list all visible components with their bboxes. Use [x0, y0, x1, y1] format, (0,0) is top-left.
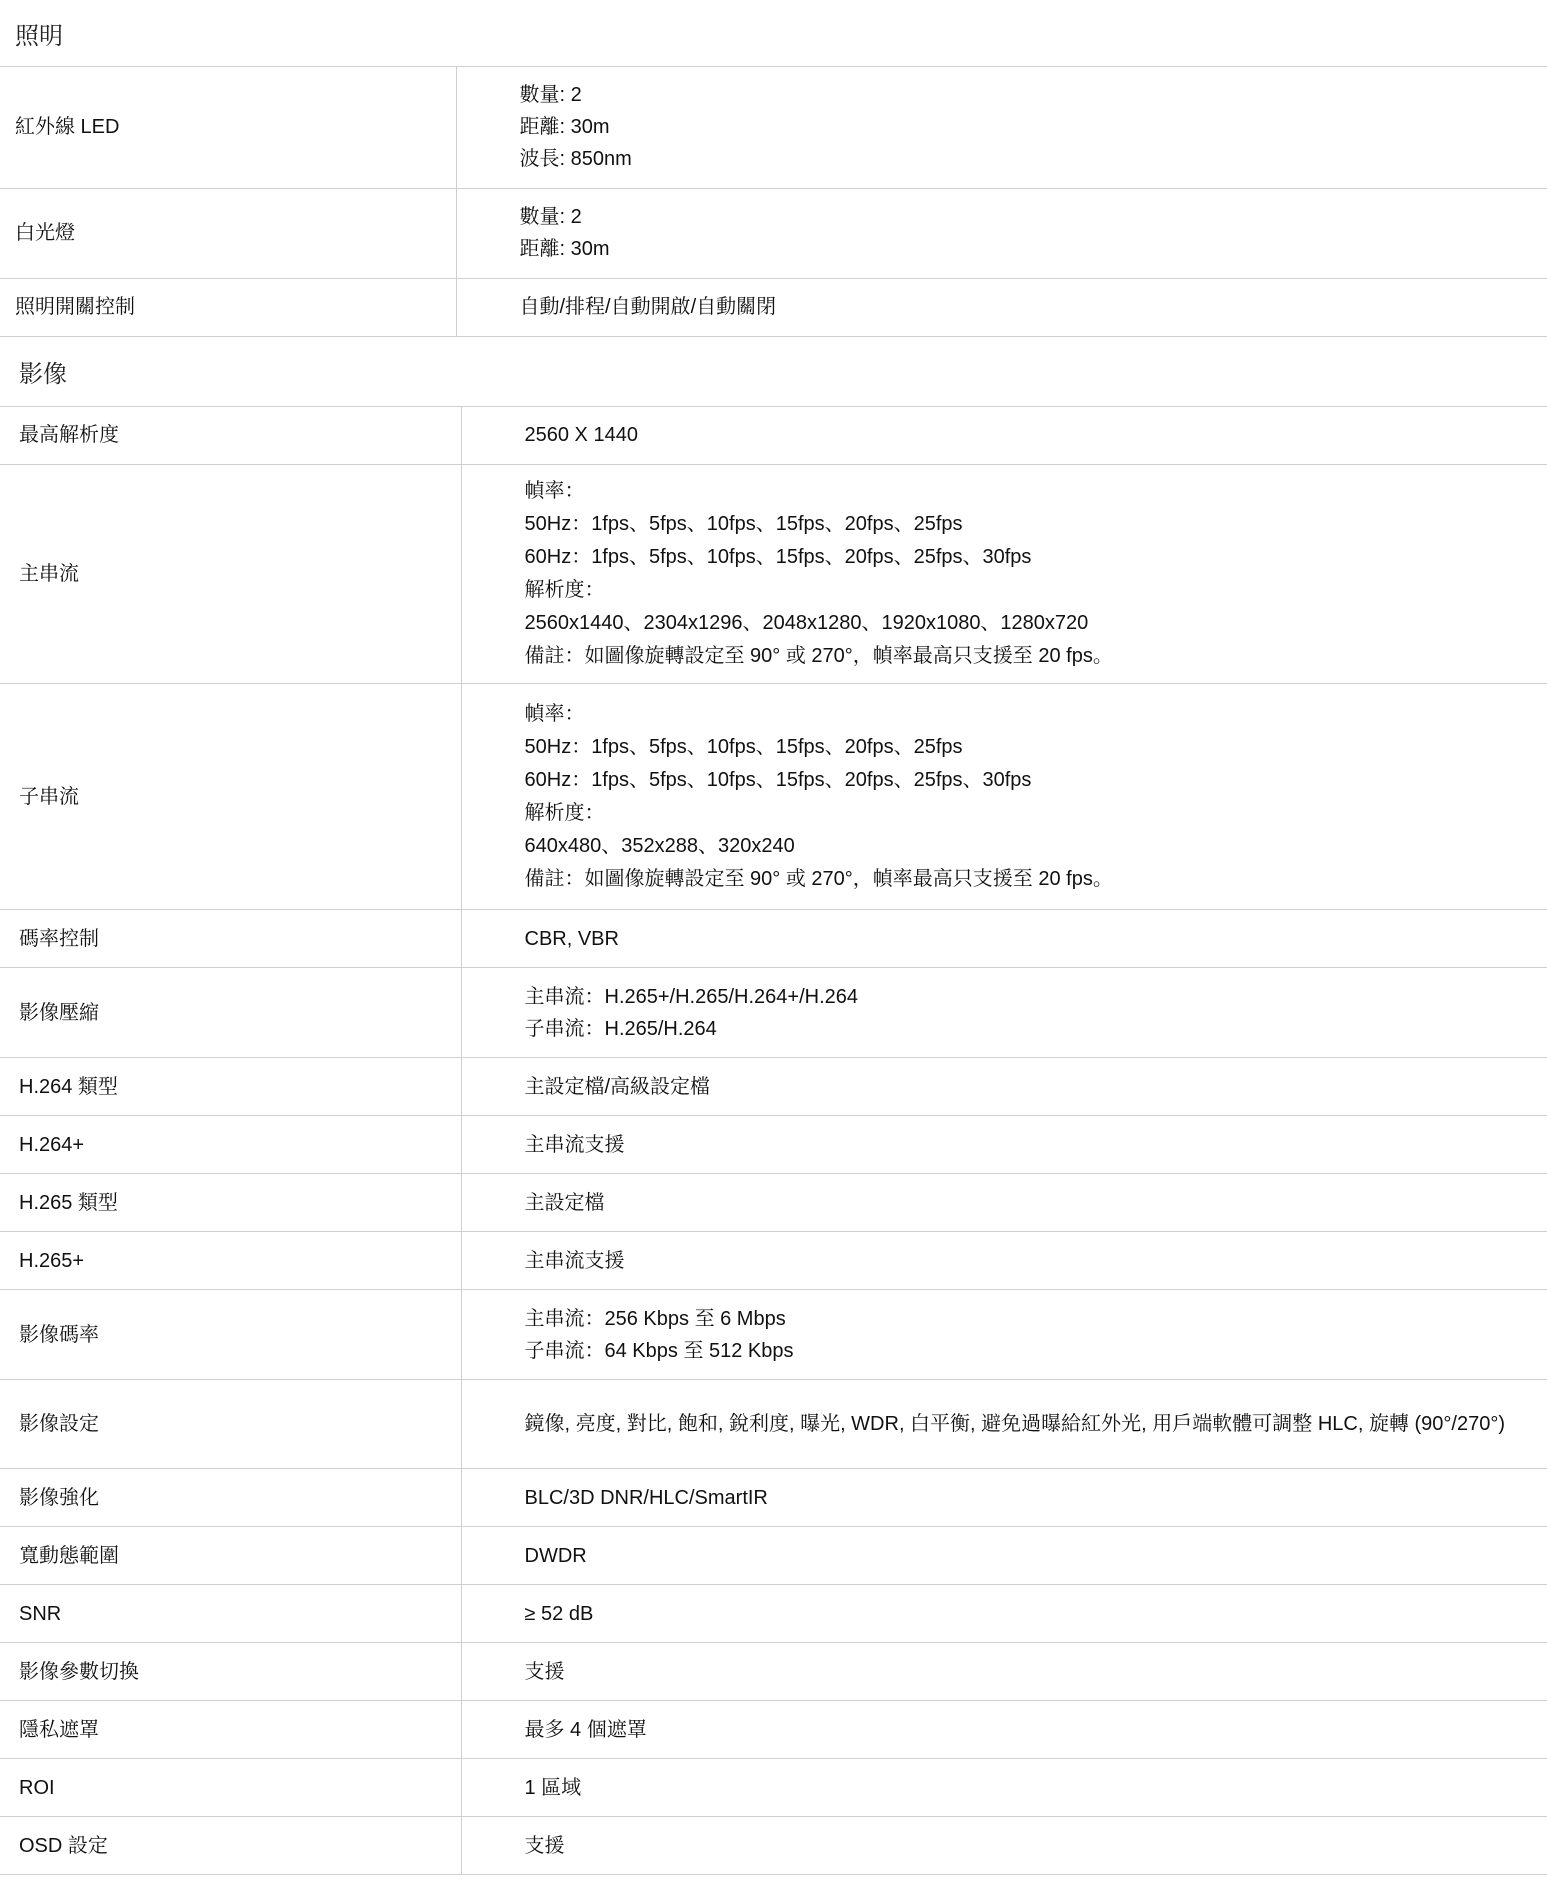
value-line: 主串流支援 [524, 1249, 625, 1272]
table-row [0, 1116, 1547, 1174]
value-line: 支援 [524, 1660, 565, 1683]
value-line: 640x480、352x288、320x240 [524, 834, 795, 857]
row-value [461, 1290, 1547, 1380]
row-value [461, 1116, 1547, 1174]
lighting-spec-table [0, 67, 1547, 337]
table-row [0, 1701, 1547, 1759]
value-line: 最多 4 個遮罩 [524, 1718, 647, 1741]
value-line: BLC/3D DNR/HLC/SmartIR [524, 1486, 768, 1509]
row-value [461, 1817, 1547, 1875]
value-line: 主串流支援 [524, 1133, 625, 1156]
value-line: ≥ 52 dB [524, 1602, 594, 1625]
table-row [0, 1643, 1547, 1701]
row-value [461, 910, 1547, 968]
row-label: SNR [0, 1585, 461, 1643]
row-label: H.265+ [0, 1232, 461, 1290]
row-value [461, 1174, 1547, 1232]
value-line: 支援 [524, 1834, 565, 1857]
value-line: 50Hz：1fps、5fps、10fps、15fps、20fps、25fps [524, 735, 963, 758]
value-line: 主設定檔/高級設定檔 [524, 1075, 711, 1098]
table-row [0, 684, 1547, 910]
value-line: 子串流：64 Kbps 至 512 Kbps [524, 1339, 794, 1362]
value-line: 波長: 850nm [519, 148, 632, 171]
value-line: 距離: 30m [519, 238, 610, 260]
value-line: 60Hz：1fps、5fps、10fps、15fps、20fps、25fps、30fps [524, 546, 1032, 568]
table-row [0, 968, 1547, 1058]
section-title-lighting: 照明 [0, 0, 1547, 67]
value-line: 50Hz：1fps、5fps、10fps、15fps、20fps、25fps [524, 513, 963, 535]
value-line: 1 區域 [524, 1776, 582, 1799]
row-value [461, 1232, 1547, 1290]
value-line: 2560x1440、2304x1296、2048x1280、1920x1080、1280x720 [524, 612, 1089, 634]
row-value [461, 1380, 1547, 1469]
value-line: 備註：如圖像旋轉設定至 90° 或 270°，幀率最高只支援至 20 fps。 [524, 867, 1113, 890]
value-line: 鏡像, 亮度, 對比, 飽和, 銳利度, 曝光, WDR, 白平衡, 避免過曝給紅外光, 用戶端軟體可調整 HLC, 旋轉 (90°/270°) [524, 1413, 1506, 1435]
table-row [0, 910, 1547, 968]
value-line: 解析度： [524, 579, 605, 601]
row-value [461, 968, 1547, 1058]
row-label: 照明開關控制 [0, 278, 456, 336]
table-row [0, 278, 1547, 336]
row-label: 影像設定 [0, 1380, 461, 1469]
row-label: OSD 設定 [0, 1817, 461, 1875]
table-row [0, 1380, 1547, 1469]
row-label: 主串流 [0, 465, 461, 684]
table-row [0, 465, 1547, 684]
table-row [0, 1817, 1547, 1875]
table-row [0, 1527, 1547, 1585]
section-title-video: 影像 [0, 337, 1547, 407]
table-row [0, 1759, 1547, 1817]
row-value [461, 407, 1547, 465]
video-spec-table [0, 407, 1547, 1876]
table-row [0, 1290, 1547, 1380]
value-line: 幀率： [524, 480, 585, 502]
table-row [0, 1585, 1547, 1643]
table-row [0, 188, 1547, 278]
row-value [461, 684, 1547, 910]
value-line: 數量: 2 [519, 206, 582, 228]
row-label: 最高解析度 [0, 407, 461, 465]
row-value [461, 1058, 1547, 1116]
table-row [0, 1174, 1547, 1232]
table-row [0, 407, 1547, 465]
value-line: 2560 X 1440 [524, 424, 638, 447]
row-value [461, 1759, 1547, 1817]
value-line: CBR, VBR [524, 927, 619, 950]
row-label: 紅外線 LED [0, 67, 456, 188]
row-value [461, 1527, 1547, 1585]
row-label: 碼率控制 [0, 910, 461, 968]
row-label: 白光燈 [0, 188, 456, 278]
row-label: 影像強化 [0, 1469, 461, 1527]
value-line: 子串流：H.265/H.264 [524, 1017, 717, 1040]
value-line: 主串流：256 Kbps 至 6 Mbps [524, 1307, 786, 1330]
value-line: DWDR [524, 1544, 587, 1567]
row-value [461, 1643, 1547, 1701]
value-line: 備註：如圖像旋轉設定至 90° 或 270°，幀率最高只支援至 20 fps。 [524, 645, 1113, 667]
row-value [456, 278, 1547, 336]
value-line: 主設定檔 [524, 1191, 605, 1214]
row-value [456, 67, 1547, 188]
row-value [461, 1469, 1547, 1527]
row-label: 隱私遮罩 [0, 1701, 461, 1759]
value-line: 數量: 2 [519, 84, 582, 107]
row-label: H.264+ [0, 1116, 461, 1174]
value-line: 幀率： [524, 702, 585, 725]
value-line: 距離: 30m [519, 116, 610, 139]
row-label: 影像碼率 [0, 1290, 461, 1380]
value-line: 60Hz：1fps、5fps、10fps、15fps、20fps、25fps、30fps [524, 768, 1032, 791]
row-label: 影像壓縮 [0, 968, 461, 1058]
row-label: 影像參數切換 [0, 1643, 461, 1701]
row-label: H.265 類型 [0, 1174, 461, 1232]
row-label: 寬動態範圍 [0, 1527, 461, 1585]
table-row [0, 67, 1547, 188]
table-row [0, 1232, 1547, 1290]
value-line: 自動/排程/自動開啟/自動關閉 [519, 296, 777, 318]
row-label: ROI [0, 1759, 461, 1817]
row-value [461, 1701, 1547, 1759]
table-row [0, 1469, 1547, 1527]
row-value [456, 188, 1547, 278]
row-value [461, 1585, 1547, 1643]
table-row [0, 1058, 1547, 1116]
value-line: 解析度： [524, 801, 605, 824]
row-value [461, 465, 1547, 684]
row-label: H.264 類型 [0, 1058, 461, 1116]
value-line: 主串流：H.265+/H.265/H.264+/H.264 [524, 985, 859, 1008]
row-label: 子串流 [0, 684, 461, 910]
